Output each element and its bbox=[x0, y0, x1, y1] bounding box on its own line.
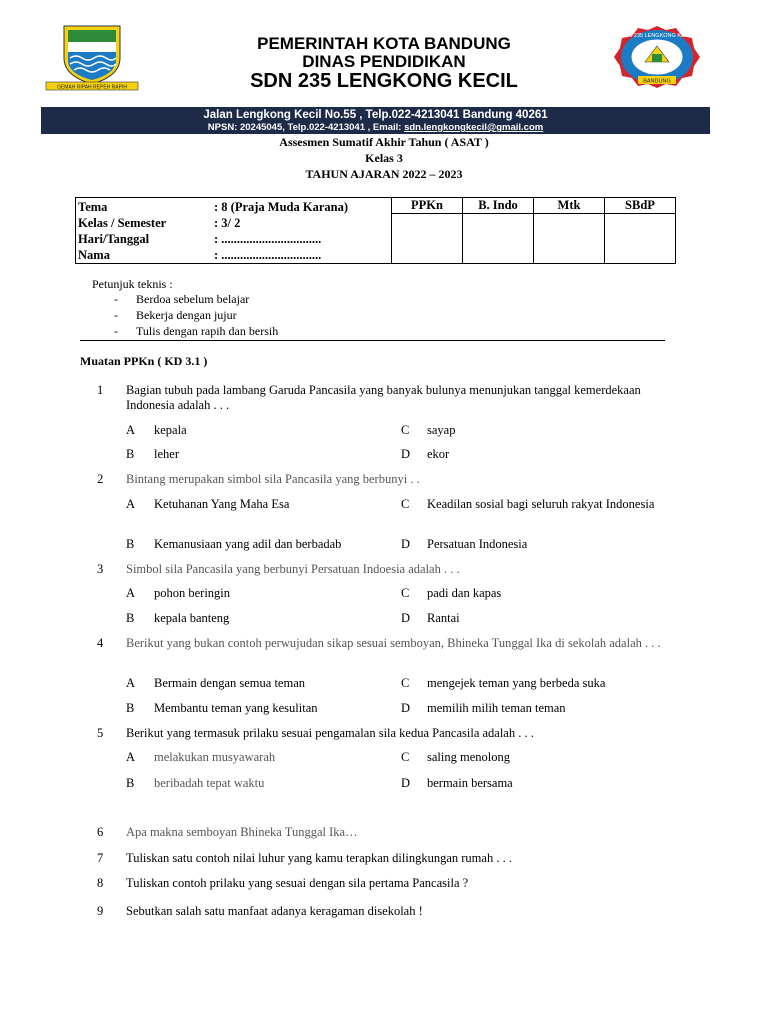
question-number: 8 bbox=[97, 876, 104, 890]
student-info-table bbox=[75, 197, 676, 264]
emblem-motto-text: GEMAH RIPAH REPEH RAPIH bbox=[57, 84, 127, 91]
option-text[interactable]: kepala banteng bbox=[154, 611, 230, 625]
option-text[interactable]: pohon beringin bbox=[154, 586, 231, 600]
government-title: PEMERINTAH KOTA BANDUNG bbox=[257, 34, 511, 53]
academic-year-title: TAHUN AJARAN 2022 – 2023 bbox=[305, 167, 463, 181]
question-number: 7 bbox=[97, 851, 104, 865]
info-row-tema: Tema : 8 (Praja Muda Karana) bbox=[78, 200, 349, 214]
school-contact bbox=[41, 122, 710, 133]
option-text[interactable]: saling menolong bbox=[427, 750, 510, 764]
instructions-title: Petunjuk teknis : bbox=[92, 277, 173, 291]
option-text[interactable]: leher bbox=[154, 447, 179, 461]
option-text[interactable]: Bermain dengan semua teman bbox=[154, 676, 305, 690]
option-text[interactable]: Keadilan sosial bagi seluruh rakyat Indonesia bbox=[427, 497, 655, 511]
option-key: D bbox=[401, 447, 411, 461]
option-text[interactable]: beribadah tepat waktu bbox=[154, 776, 265, 790]
score-cell-ppkn[interactable]: PPKn bbox=[392, 198, 463, 264]
question-text: Berikut yang bukan contoh perwujudan sikap sesuai semboyan, Bhineka Tunggal Ika di sekolah adalah . . . bbox=[126, 636, 661, 650]
option-key: D bbox=[401, 611, 411, 625]
instruction-item: - Berdoa sebelum belajar bbox=[114, 292, 250, 306]
option-key: C bbox=[401, 586, 410, 600]
question-text: Tuliskan contoh prilaku yang sesuai dengan sila pertama Pancasila ? bbox=[126, 876, 469, 890]
option-key: A bbox=[126, 497, 136, 511]
option-text[interactable]: memilih milih teman teman bbox=[427, 701, 566, 715]
question-text: Sebutkan salah satu manfaat adanya keragaman disekolah ! bbox=[126, 904, 423, 918]
question-number: 5 bbox=[97, 726, 104, 740]
option-key: B bbox=[126, 611, 135, 625]
option-text[interactable]: mengejek teman yang berbeda suka bbox=[427, 676, 606, 690]
option-text[interactable]: melakukan musyawarah bbox=[154, 750, 276, 764]
score-cell-sbdp[interactable]: SBdP bbox=[605, 198, 676, 264]
info-row-kelas: Kelas / Semester : 3/ 2 bbox=[78, 216, 241, 230]
info-row-nama[interactable]: Nama : ................................ bbox=[78, 248, 322, 262]
question-text: Apa makna semboyan Bhineka Tunggal Ika… bbox=[126, 825, 358, 839]
question-number: 9 bbox=[97, 904, 104, 918]
question-text: Tuliskan satu contoh nilai luhur yang kamu terapkan dilingkungan rumah . . . bbox=[126, 851, 512, 865]
section-title: Muatan PPKn ( KD 3.1 ) bbox=[80, 354, 208, 368]
school-emblem-icon bbox=[612, 24, 702, 90]
question-text: Bagian tubuh pada lambang Garuda Pancasila yang banyak bulunya menunjukan tanggal kemerdekaan Indonesia adalah . . . bbox=[126, 383, 641, 412]
option-key: C bbox=[401, 423, 410, 437]
option-key: C bbox=[401, 497, 410, 511]
question-text: Berikut yang termasuk prilaku sesuai pengamalan sila kedua Pancasila adalah . . . bbox=[126, 726, 534, 740]
student-info-cell bbox=[76, 198, 392, 264]
option-text[interactable]: Persatuan Indonesia bbox=[427, 537, 528, 551]
option-key: C bbox=[401, 676, 410, 690]
question-number: 3 bbox=[97, 562, 104, 576]
class-title: Kelas 3 bbox=[365, 151, 403, 165]
address-band bbox=[41, 107, 710, 134]
question-number: 1 bbox=[97, 383, 104, 397]
option-text[interactable]: Membantu teman yang kesulitan bbox=[154, 701, 318, 715]
school-emblem-text: SDN 235 LENGKONG KECIL bbox=[620, 33, 694, 39]
option-text[interactable]: Kemanusiaan yang adil dan berbadab bbox=[154, 537, 342, 551]
option-key: A bbox=[126, 750, 136, 764]
option-key: C bbox=[401, 750, 410, 764]
score-cell-bindo[interactable]: B. Indo bbox=[463, 198, 534, 264]
option-text[interactable]: bermain bersama bbox=[427, 776, 513, 790]
question-text: Bintang merupakan simbol sila Pancasila yang berbunyi . . bbox=[126, 472, 420, 486]
npsn-text: NPSN: 20245045, Telp.022-4213041 , Email: bbox=[207, 122, 405, 133]
school-name: SDN 235 LENGKONG KECIL bbox=[250, 70, 518, 92]
instruction-item: - Bekerja dengan jujur bbox=[114, 308, 237, 322]
option-key: B bbox=[126, 776, 135, 790]
question-text: Simbol sila Pancasila yang berbunyi Persatuan Indoesia adalah . . . bbox=[126, 562, 460, 576]
option-text[interactable]: kepala bbox=[154, 423, 187, 437]
option-key: B bbox=[126, 537, 135, 551]
option-text[interactable]: ekor bbox=[427, 447, 450, 461]
school-emblem-banner: BANDUNG bbox=[643, 78, 671, 85]
option-text[interactable]: Ketuhanan Yang Maha Esa bbox=[154, 497, 290, 511]
option-key: B bbox=[126, 701, 135, 715]
option-key: D bbox=[401, 537, 411, 551]
question-number: 2 bbox=[97, 472, 104, 486]
question-number: 4 bbox=[97, 636, 104, 650]
option-key: A bbox=[126, 586, 136, 600]
question-number: 6 bbox=[97, 825, 104, 839]
instruction-item: - Tulis dengan rapih dan bersih bbox=[114, 324, 279, 338]
option-key: D bbox=[401, 701, 411, 715]
option-text[interactable]: Rantai bbox=[427, 611, 460, 625]
school-address: Jalan Lengkong Kecil No.55 , Telp.022-4213041 Bandung 40261 bbox=[203, 109, 548, 121]
department-title: DINAS PENDIDIKAN bbox=[302, 52, 466, 71]
option-key: D bbox=[401, 776, 411, 790]
section-divider bbox=[80, 340, 665, 341]
assessment-title: Assesmen Sumatif Akhir Tahun ( ASAT ) bbox=[279, 135, 489, 149]
info-row-hari[interactable]: Hari/Tanggal : ................................ bbox=[78, 232, 322, 246]
option-text[interactable]: sayap bbox=[427, 423, 456, 437]
option-key: B bbox=[126, 447, 135, 461]
option-key: A bbox=[126, 423, 136, 437]
score-cell-mtk[interactable]: Mtk bbox=[534, 198, 605, 264]
option-text[interactable]: padi dan kapas bbox=[427, 586, 502, 600]
school-email-link[interactable]: sdn.lengkongkecil@gmail.com bbox=[404, 122, 544, 133]
option-key: A bbox=[126, 676, 136, 690]
